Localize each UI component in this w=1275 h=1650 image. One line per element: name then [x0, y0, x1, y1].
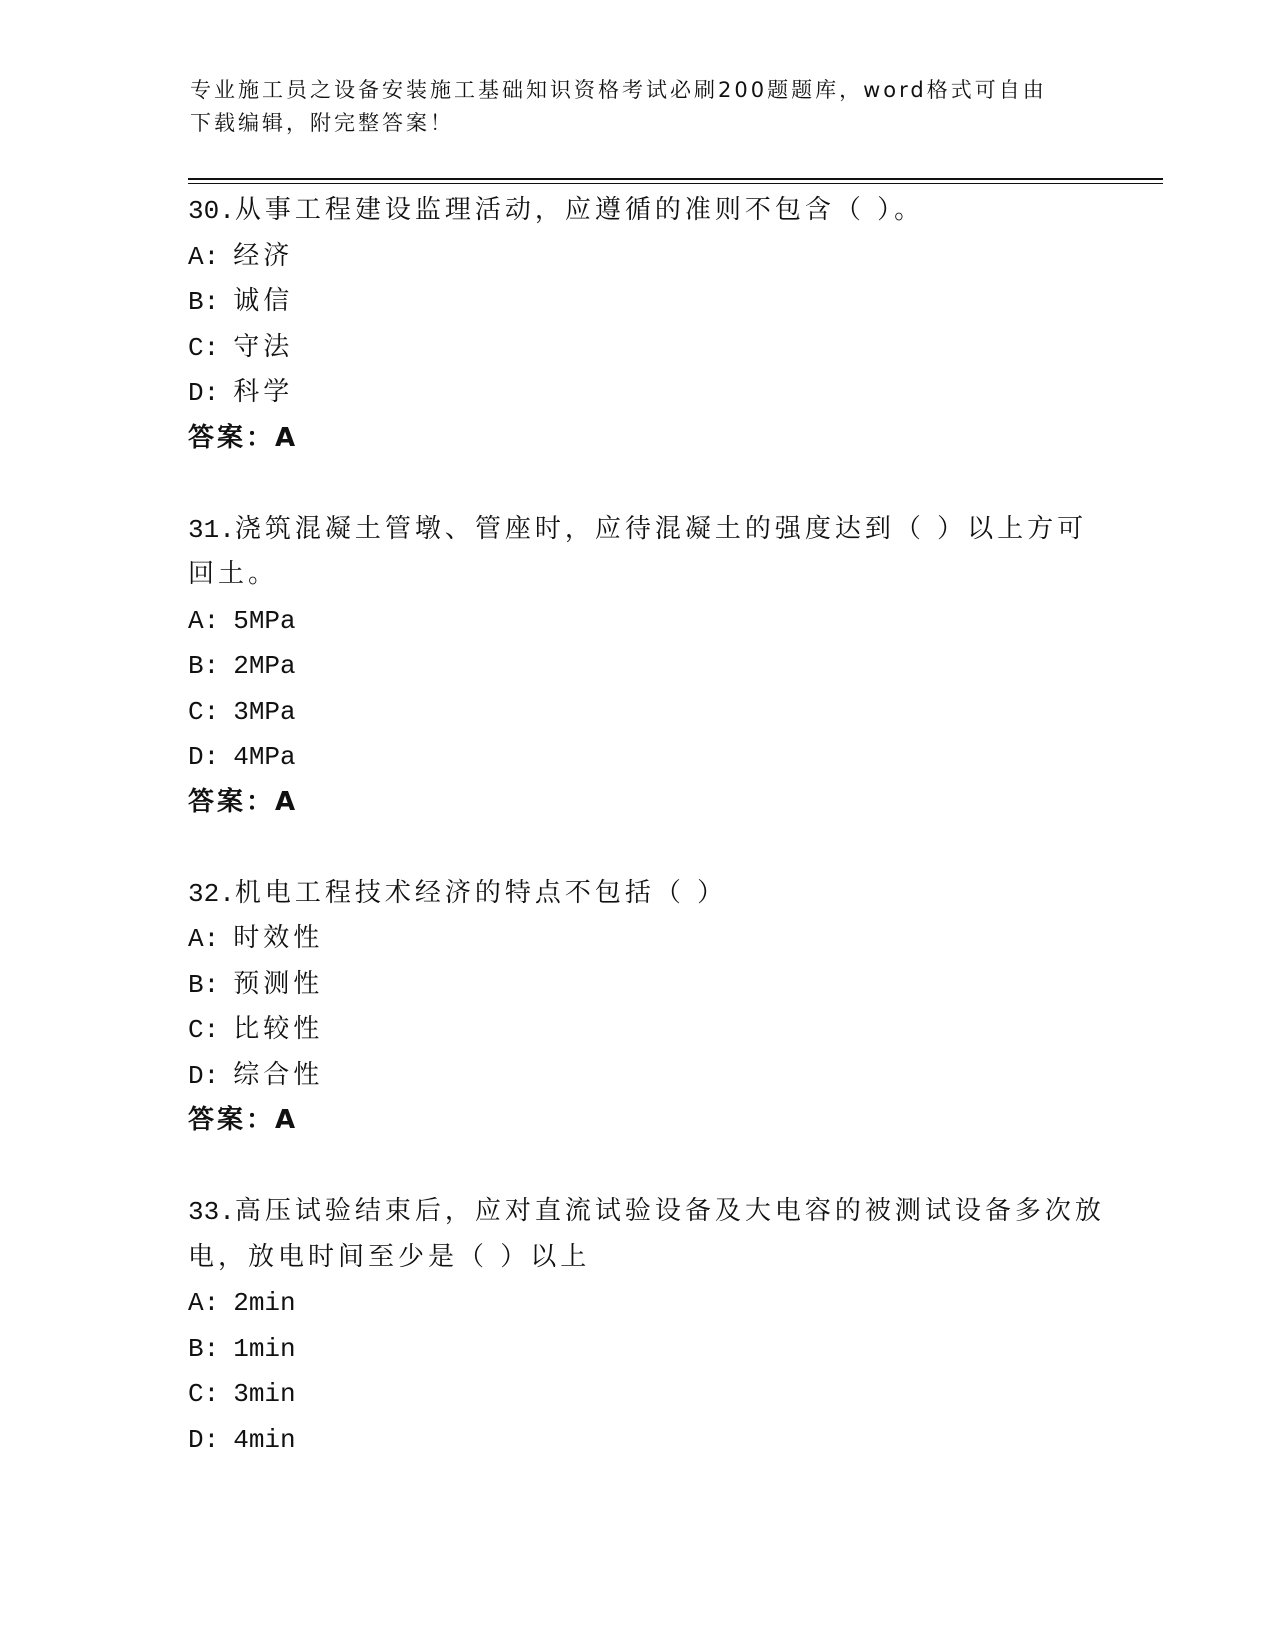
option-text: 4MPa	[233, 742, 296, 772]
option-text: 1min	[233, 1333, 296, 1364]
header-line-2: 下载编辑，附完整答案！	[190, 111, 454, 135]
header-divider	[188, 178, 1163, 184]
option-b	[188, 643, 1088, 689]
option-d	[188, 370, 1088, 416]
option-letter: D:	[188, 1424, 220, 1455]
option-text: 守法	[233, 331, 294, 362]
question-33	[188, 1189, 1105, 1462]
question-text-continued: 电，放电时间至少是（ ）以上	[188, 1241, 591, 1272]
option-d	[188, 1417, 1088, 1463]
option-d	[188, 734, 1088, 780]
answer-line: 答案：A	[188, 1105, 299, 1135]
option-text: 经济	[233, 240, 294, 271]
question-text: 浇筑混凝土管墩、管座时，应待混凝土的强度达到（ ）以上方可	[234, 513, 1088, 544]
option-text: 比较性	[233, 1014, 324, 1044]
question-list	[188, 188, 1105, 1462]
option-letter: C:	[188, 1015, 220, 1045]
option-c	[188, 1007, 1088, 1053]
document-header	[190, 74, 1090, 140]
option-a	[188, 916, 1088, 962]
answer-line: 答案：A	[188, 786, 299, 817]
option-letter: C:	[188, 696, 220, 727]
option-letter: B:	[188, 287, 220, 317]
option-text: 5MPa	[233, 605, 296, 636]
question-stem	[188, 1189, 1105, 1235]
option-letter: C:	[188, 332, 220, 363]
option-letter: A:	[188, 241, 220, 272]
option-a	[188, 1280, 1088, 1326]
option-text: 预测性	[233, 968, 324, 999]
question-text: 从事工程建设监理活动，应遵循的准则不包含（ ）。	[234, 195, 925, 225]
option-text: 3min	[233, 1379, 296, 1409]
question-number: 31.	[188, 514, 235, 545]
option-letter: A:	[188, 605, 220, 636]
question-stem	[188, 871, 1088, 917]
option-c	[188, 1371, 1088, 1417]
option-letter: A:	[188, 924, 220, 954]
question-30	[188, 188, 1088, 461]
question-number: 32.	[188, 878, 235, 909]
option-letter: B:	[188, 1333, 220, 1364]
option-letter: D:	[188, 1060, 220, 1091]
option-text: 科学	[233, 377, 294, 407]
question-number: 33.	[188, 1197, 235, 1227]
question-32	[188, 871, 1088, 1144]
option-b	[188, 279, 1088, 325]
option-text: 时效性	[233, 923, 324, 953]
option-letter: D:	[188, 378, 220, 408]
question-31	[188, 507, 1088, 826]
question-number: 30.	[188, 196, 235, 226]
question-stem	[188, 507, 1088, 553]
question-text: 机电工程技术经济的特点不包括（ ）	[234, 877, 728, 908]
answer-line: 答案：A	[188, 422, 299, 453]
option-text: 2MPa	[233, 651, 296, 681]
option-text: 2min	[233, 1288, 296, 1318]
question-stem	[188, 188, 1088, 234]
option-c	[188, 689, 1088, 735]
option-a	[188, 234, 1088, 280]
option-c	[188, 325, 1088, 371]
option-letter: D:	[188, 742, 220, 772]
option-b	[188, 1326, 1088, 1372]
option-letter: A:	[188, 1288, 220, 1318]
option-text: 综合性	[233, 1059, 324, 1090]
option-letter: B:	[188, 969, 220, 1000]
option-letter: B:	[188, 651, 220, 681]
option-a	[188, 598, 1088, 644]
option-d	[188, 1053, 1088, 1099]
question-text-continued: 回土。	[188, 559, 279, 589]
option-b	[188, 962, 1088, 1008]
option-letter: C:	[188, 1379, 220, 1409]
option-text: 3MPa	[233, 696, 296, 727]
option-text: 诚信	[233, 286, 294, 316]
header-line-1: 专业施工员之设备安装施工基础知识资格考试必刷200题题库，word格式可自由	[190, 78, 1047, 102]
option-text: 4min	[233, 1424, 296, 1455]
question-text: 高压试验结束后，应对直流试验设备及大电容的被测试设备多次放	[234, 1196, 1105, 1226]
